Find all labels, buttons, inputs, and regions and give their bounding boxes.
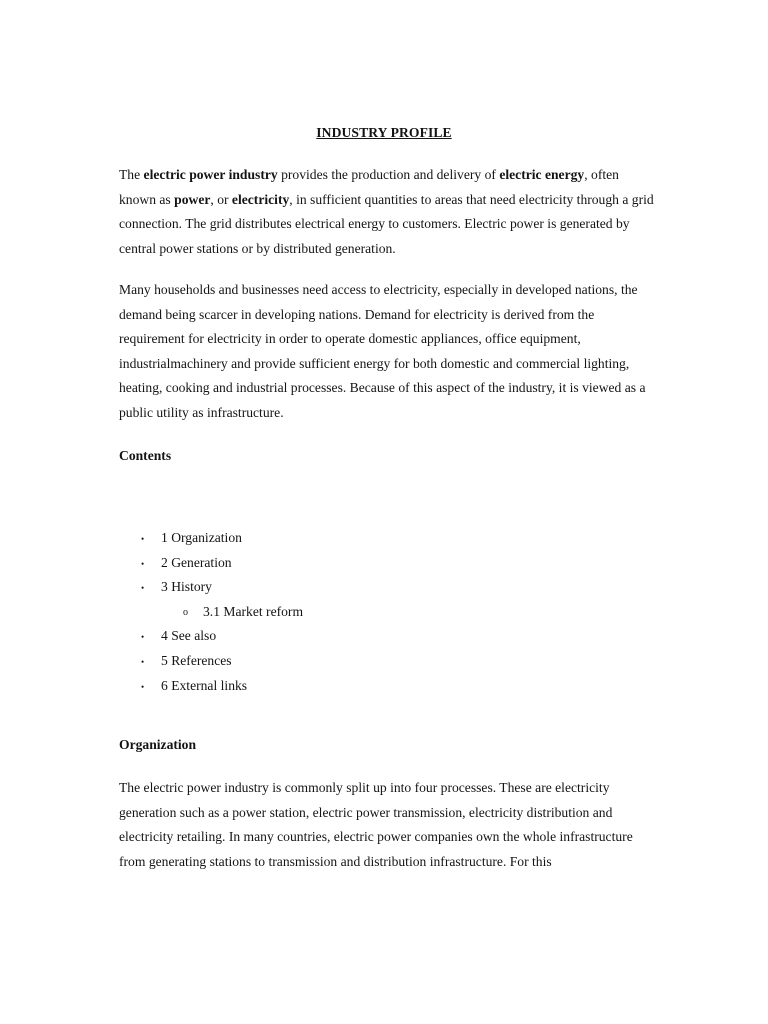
organization-paragraph: The electric power industry is commonly split up into four processes. These are electricity generation such as a power station, electric power transmission, electricity distribution and electricity retailing. In many countries, electric power companies own the whole infrastructure from generating stations to transmission and distribution infrastructure. For this [119,780,633,869]
contents-item-label: 4 See also [161,628,217,644]
intro-paragraph [119,163,659,261]
bullet-icon: • [141,583,145,594]
bullet-icon: • [141,681,145,692]
intro-text: The [119,167,144,182]
contents-item-label: 1 Organization [161,530,242,545]
contents-item-label: 5 References [161,652,232,668]
contents-item-label: 2 Generation [161,554,232,570]
intro-bold-term: electric power industry [143,167,278,182]
circle-bullet-icon: o [183,606,188,618]
contents-item-label: 3.1 Market reform [203,603,304,619]
intro-text: , in sufficient quantities to areas that need electricity through a grid connection. The grid distributes electrical energy to customers. Electric power is generated by central power stations or by distributed generation. [119,191,654,256]
bullet-icon: • [141,632,145,643]
intro-text: , or [210,191,232,207]
contents-item[interactable] [0,626,768,651]
page-title: INDUSTRY PROFILE [316,125,452,140]
contents-item[interactable] [0,528,768,553]
organization-heading: Organization [119,737,197,752]
bullet-icon: • [141,656,145,667]
contents-item[interactable] [0,651,768,676]
intro-bold-term: electric energy [499,167,585,182]
bullet-icon: • [141,558,145,569]
intro-bold-term: power [174,191,211,207]
contents-heading: Contents [119,448,172,463]
contents-subitem[interactable] [0,602,768,627]
intro-text: , often known as [119,167,619,207]
contents-item-label: 3 History [161,579,212,595]
bullet-icon: • [141,534,145,544]
contents-item-label: 6 External links [161,677,248,693]
contents-item[interactable] [0,676,768,701]
intro-bold-term: electricity [231,191,290,207]
demand-paragraph: Many households and businesses need access to electricity, especially in developed nations, the demand being scarcer in developing nations. Demand for electricity is derived from the requirement for electricity in order to operate domestic appliances, office equipment, industrialmachinery and provide sufficient energy for both domestic and commercial lighting, heating, cooking and industrial processes. Because of this aspect of the industry, it is viewed as a public utility as infrastructure. [119,282,646,420]
contents-list [0,528,768,700]
contents-item[interactable] [0,577,768,602]
contents-item[interactable] [0,553,768,578]
intro-text: provides the production and delivery of [277,167,500,182]
